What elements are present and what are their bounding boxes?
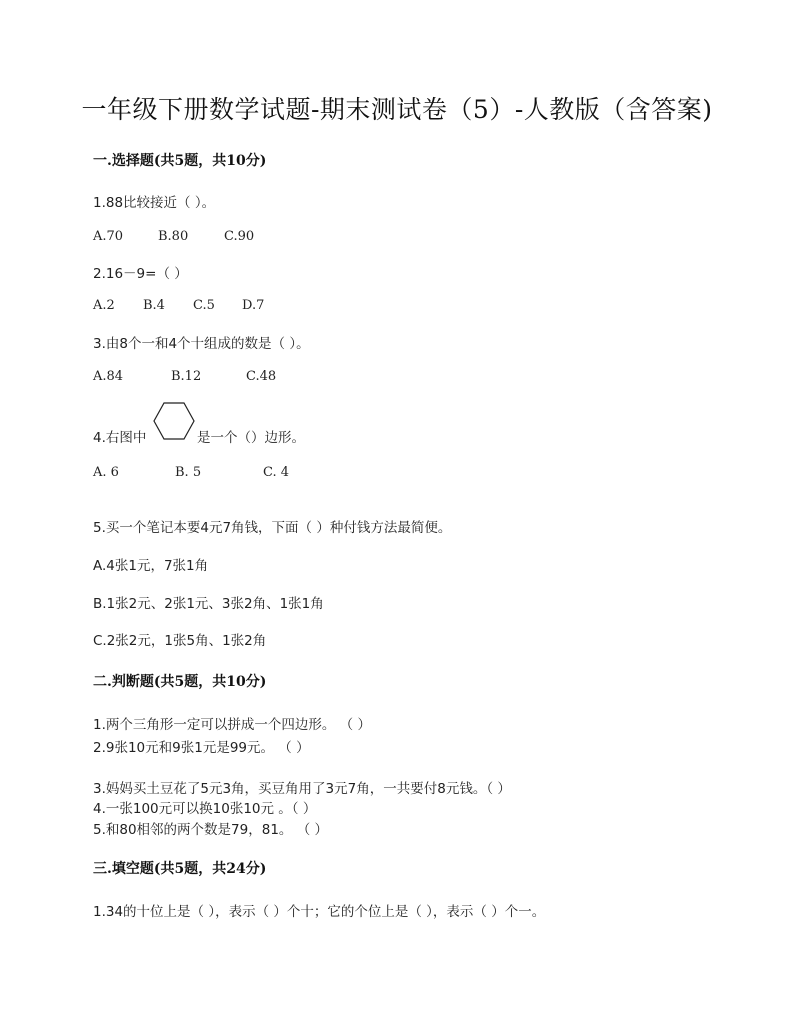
judgment-item: 4.一张100元可以换10张10元 。（ ） [93,801,317,817]
question-4-suffix: 是一个（）边形。 [197,430,305,446]
section-heading-judgment: 二.判断题(共5题，共10分) [93,674,267,690]
section-heading-fill-blank: 三.填空题(共5题，共24分) [93,861,267,877]
option: A.70 [93,229,124,244]
option: C.5 [193,298,215,313]
document-title: 一年级下册数学试题-期末测试卷（5）-人教版（含答案) [81,95,713,124]
judgment-item: 5.和80相邻的两个数是79，81。 （ ） [93,822,328,838]
question-1: 1.88比较接近（ ）。 [93,195,216,211]
judgment-item: 3.妈妈买土豆花了5元3角，买豆角用了3元7角，一共要付8元钱。（ ） [93,781,511,797]
question-2: 2.16－9=（ ） [93,266,188,282]
option: C.2张2元，1张5角、1张2角 [93,633,267,649]
judgment-item: 1.两个三角形一定可以拼成一个四边形。 （ ） [93,717,371,733]
judgment-item: 2.9张10元和9张1元是99元。 （ ） [93,740,310,756]
option: B.4 [143,298,165,313]
option: C. 4 [263,465,290,480]
option: B.1张2元、2张1元、3张2角、1张1角 [93,596,324,612]
question-4-prefix: 4.右图中 [93,430,147,446]
option: A.4张1元，7张1角 [93,558,209,574]
question-3: 3.由8个一和4个十组成的数是（ ）。 [93,336,310,352]
option: B.80 [158,229,189,244]
fill-blank-question-1: 1.34的十位上是（ ），表示（ ）个十；它的个位上是（ ），表示（ ）个一。 [93,904,546,920]
option: A. 6 [93,465,119,480]
option: C.48 [246,369,277,384]
option: D.7 [242,298,265,313]
question-5: 5.买一个笔记本要4元7角钱，下面（ ）种付钱方法最简便。 [93,520,452,536]
option: B. 5 [175,465,202,480]
option: A.2 [93,298,115,313]
section-heading-choice: 一.选择题(共5题，共10分) [93,153,267,169]
option: A.84 [93,369,124,384]
option: C.90 [224,229,255,244]
hexagon-figure [153,402,195,440]
option: B.12 [171,369,202,384]
